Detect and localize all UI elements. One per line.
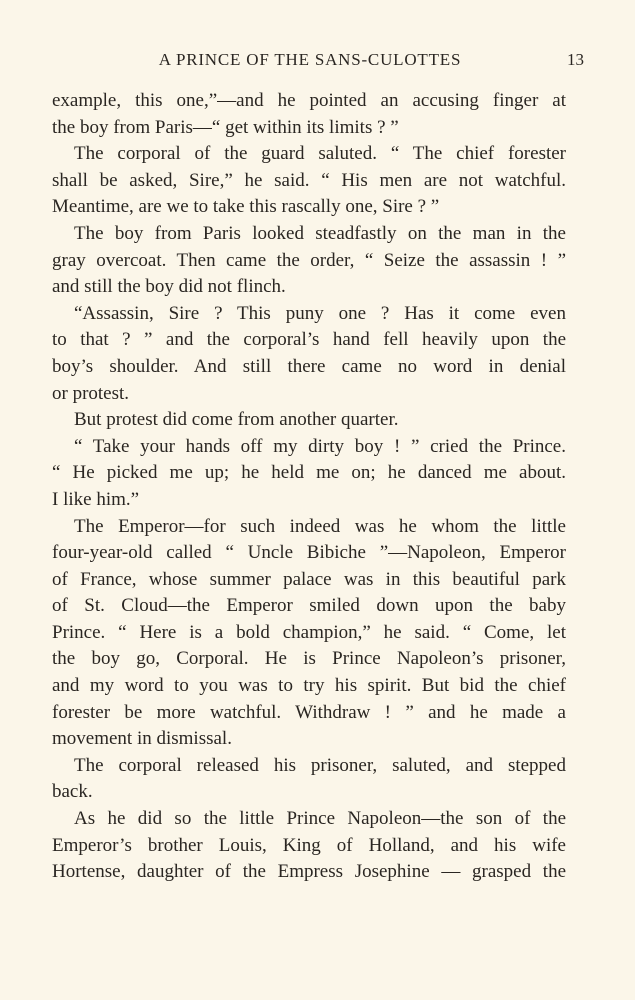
running-title: A PRINCE OF THE SANS-CULOTTES — [158, 50, 462, 69]
text-line: example, this one,”—and he pointed an accusing finger at — [52, 90, 566, 111]
text-line: or protest. — [52, 382, 130, 404]
text-line: “Assassin, Sire ? This puny one ? Has it come even — [74, 302, 566, 324]
text-line: The boy from Paris looked steadfastly on the man in the — [74, 222, 566, 244]
text-line: movement in dismissal. — [52, 728, 232, 750]
text-line: Emperor’s brother Louis, King of Holland, and his wife — [52, 834, 566, 856]
text-line: The corporal of the guard saluted. “ The chief forester — [74, 143, 566, 165]
text-line: The corporal released his prisoner, saluted, and stepped — [74, 754, 566, 776]
text-line: four-year-old called “ Uncle Bibiche ”—Napoleon, Emperor — [52, 542, 566, 564]
text-line: forester be more watchful. Withdraw ! ” and he made a — [52, 701, 566, 723]
text-line: to that ? ” and the corporal’s hand fell heavily upon the — [52, 329, 566, 351]
running-head — [0, 50, 635, 74]
text-line: I like him.” — [52, 488, 140, 510]
text-line: the boy from Paris—“ get within its limits ? ” — [52, 116, 399, 138]
text-line: Meantime, are we to take this rascally one, Sire ? ” — [52, 196, 440, 218]
text-line: “ He picked me up; he held me on; he danced me about. — [52, 462, 566, 484]
text-line: boy’s shoulder. And still there came no word in denial — [52, 355, 566, 377]
text-line: “ Take your hands off my dirty boy ! ” cried the Prince. — [74, 435, 566, 457]
text-line: The Emperor—for such indeed was he whom the little — [74, 515, 566, 537]
text-line: of France, whose summer palace was in this beautiful park — [52, 568, 566, 590]
text-line: As he did so the little Prince Napoleon—the son of the — [74, 808, 566, 830]
text-line: Hortense, daughter of the Empress Josephine — grasped the — [52, 861, 566, 883]
text-line: shall be asked, Sire,” he said. “ His men are not watchful. — [52, 169, 566, 191]
text-line: and still the boy did not flinch. — [52, 276, 286, 298]
page-number: 13 — [567, 50, 584, 69]
text-line: the boy go, Corporal. He is Prince Napoleon’s prisoner, — [52, 648, 566, 670]
text-line: But protest did come from another quarter. — [74, 409, 399, 431]
text-line: gray overcoat. Then came the order, “ Seize the assassin ! ” — [52, 249, 566, 271]
text-line: and my word to you was to try his spirit. But bid the chief — [52, 675, 566, 697]
text-line: of St. Cloud—the Emperor smiled down upon the baby — [52, 595, 566, 617]
body-text — [52, 88, 566, 886]
text-line: back. — [52, 781, 93, 803]
text-line: Prince. “ Here is a bold champion,” he said. “ Come, let — [52, 621, 566, 643]
